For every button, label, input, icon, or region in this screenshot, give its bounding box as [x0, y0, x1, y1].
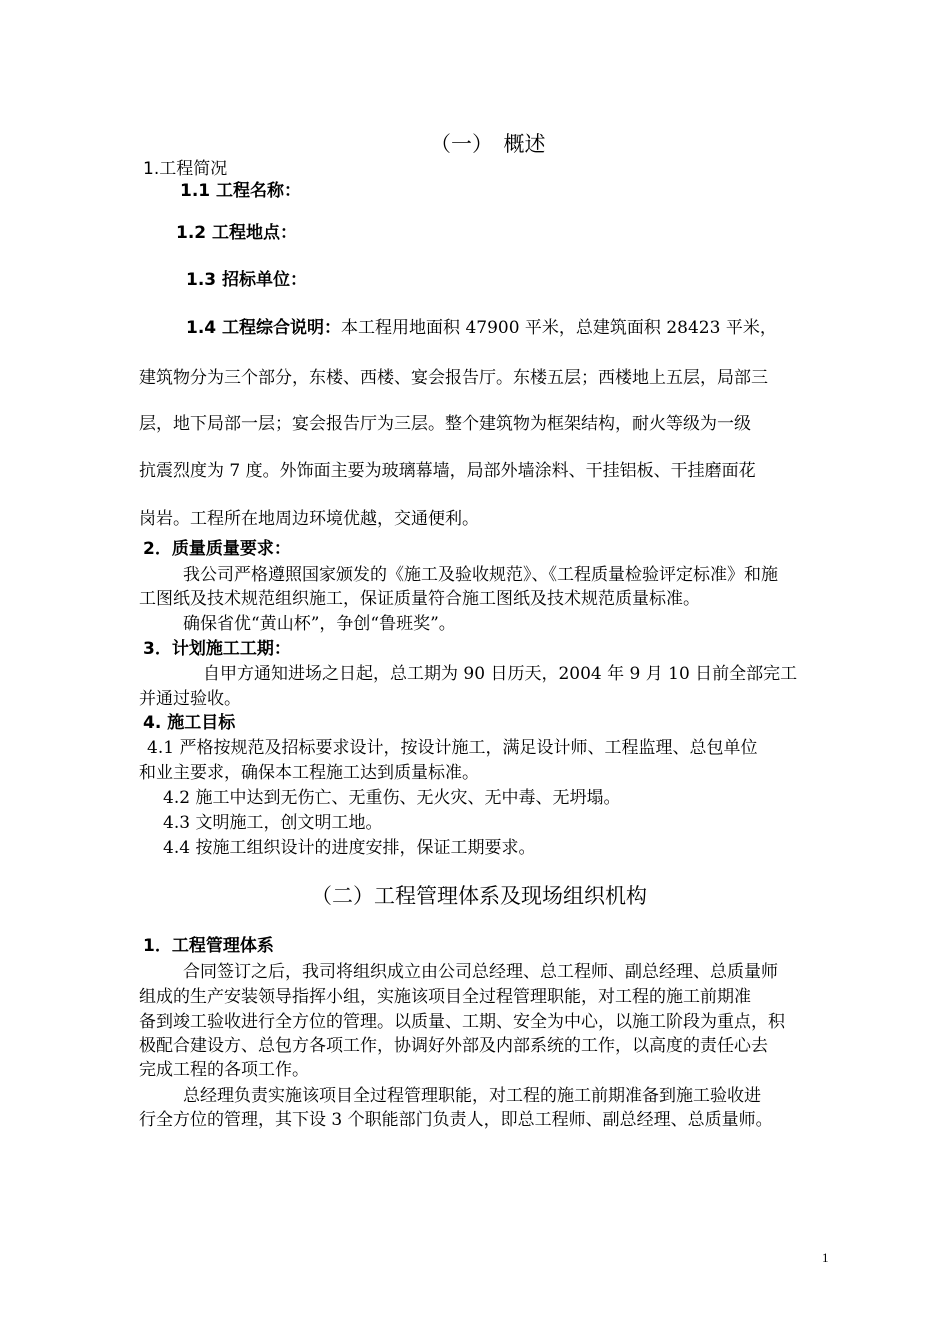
paragraph-line: 1.4 工程综合说明：本工程用地面积 47900 平米，总建筑面积 28423 平米， — [186, 318, 777, 338]
paragraph-line: 完成工程的各项工作。 — [139, 1060, 309, 1080]
paragraph-line: 层，地下局部一层；宴会报告厅为三层。整个建筑物为框架结构，耐火等级为一级 — [139, 414, 751, 434]
paragraph-line: 4.1 严格按规范及招标要求设计，按设计施工，满足设计师、工程监理、总包单位 — [147, 738, 758, 758]
paragraph-line: 确保省优“黄山杯”，争创“鲁班奖”。 — [183, 614, 456, 634]
paragraph-line: 备到竣工验收进行全方位的管理。以质量、工期、安全为中心，以施工阶段为重点，积 — [139, 1012, 785, 1032]
paragraph-line: 4.4 按施工组织设计的进度安排，保证工期要求。 — [163, 838, 536, 858]
heading-management-system: 1．工程管理体系 — [143, 936, 274, 956]
page-number: 1 — [822, 1250, 829, 1265]
paragraph-line: 组成的生产安装领导指挥小组，实施该项目全过程管理职能，对工程的施工前期准 — [139, 987, 751, 1007]
paragraph-line: 建筑物分为三个部分，东楼、西楼、宴会报告厅。东楼五层；西楼地上五层，局部三 — [139, 368, 768, 388]
paragraph-line: 并通过验收。 — [139, 689, 241, 709]
paragraph-line: 抗震烈度为 7 度。外饰面主要为玻璃幕墙，局部外墙涂料、干挂铝板、干挂磨面花 — [139, 461, 756, 481]
paragraph-line: 我公司严格遵照国家颁发的《施工及验收规范》、《工程质量检验评定标准》和施 — [183, 565, 778, 585]
section-title-overview: （一） 概述 — [430, 132, 546, 156]
heading-project-description: 1.4 工程综合说明： — [186, 318, 342, 338]
paragraph-line: 和业主要求，确保本工程施工达到质量标准。 — [139, 763, 479, 783]
heading-project-location: 1.2 工程地点： — [176, 223, 298, 243]
heading-project-name: 1.1 工程名称： — [180, 181, 302, 201]
section-title-management: （二）工程管理体系及现场组织机构 — [311, 884, 647, 908]
paragraph-line: 4.3 文明施工，创文明工地。 — [163, 813, 383, 833]
heading-project-overview: 1.工程简况 — [143, 159, 228, 179]
paragraph-line: 极配合建设方、总包方各项工作，协调好外部及内部系统的工作，以高度的责任心去 — [139, 1036, 768, 1056]
heading-schedule: 3．计划施工工期： — [143, 639, 291, 659]
heading-quality-requirements: 2．质量质量要求： — [143, 539, 291, 559]
paragraph-line: 总经理负责实施该项目全过程管理职能，对工程的施工前期准备到施工验收进 — [183, 1086, 761, 1106]
paragraph-line: 4.2 施工中达到无伤亡、无重伤、无火灾、无中毒、无坍塌。 — [163, 788, 621, 808]
paragraph-line: 行全方位的管理，其下设 3 个职能部门负责人，即总工程师、副总经理、总质量师。 — [139, 1110, 773, 1130]
heading-construction-goals: 4. 施工目标 — [143, 713, 236, 733]
heading-tender-unit: 1.3 招标单位： — [186, 270, 308, 290]
paragraph-line: 工图纸及技术规范组织施工，保证质量符合施工图纸及技术规范质量标准。 — [139, 589, 700, 609]
paragraph-line: 合同签订之后，我司将组织成立由公司总经理、总工程师、副总经理、总质量师 — [183, 962, 778, 982]
paragraph-line: 自甲方通知进场之日起，总工期为 90 日历天，2004 年 9 月 10 日前全部完工 — [203, 664, 798, 684]
paragraph-line: 岗岩。工程所在地周边环境优越，交通便利。 — [139, 509, 479, 529]
